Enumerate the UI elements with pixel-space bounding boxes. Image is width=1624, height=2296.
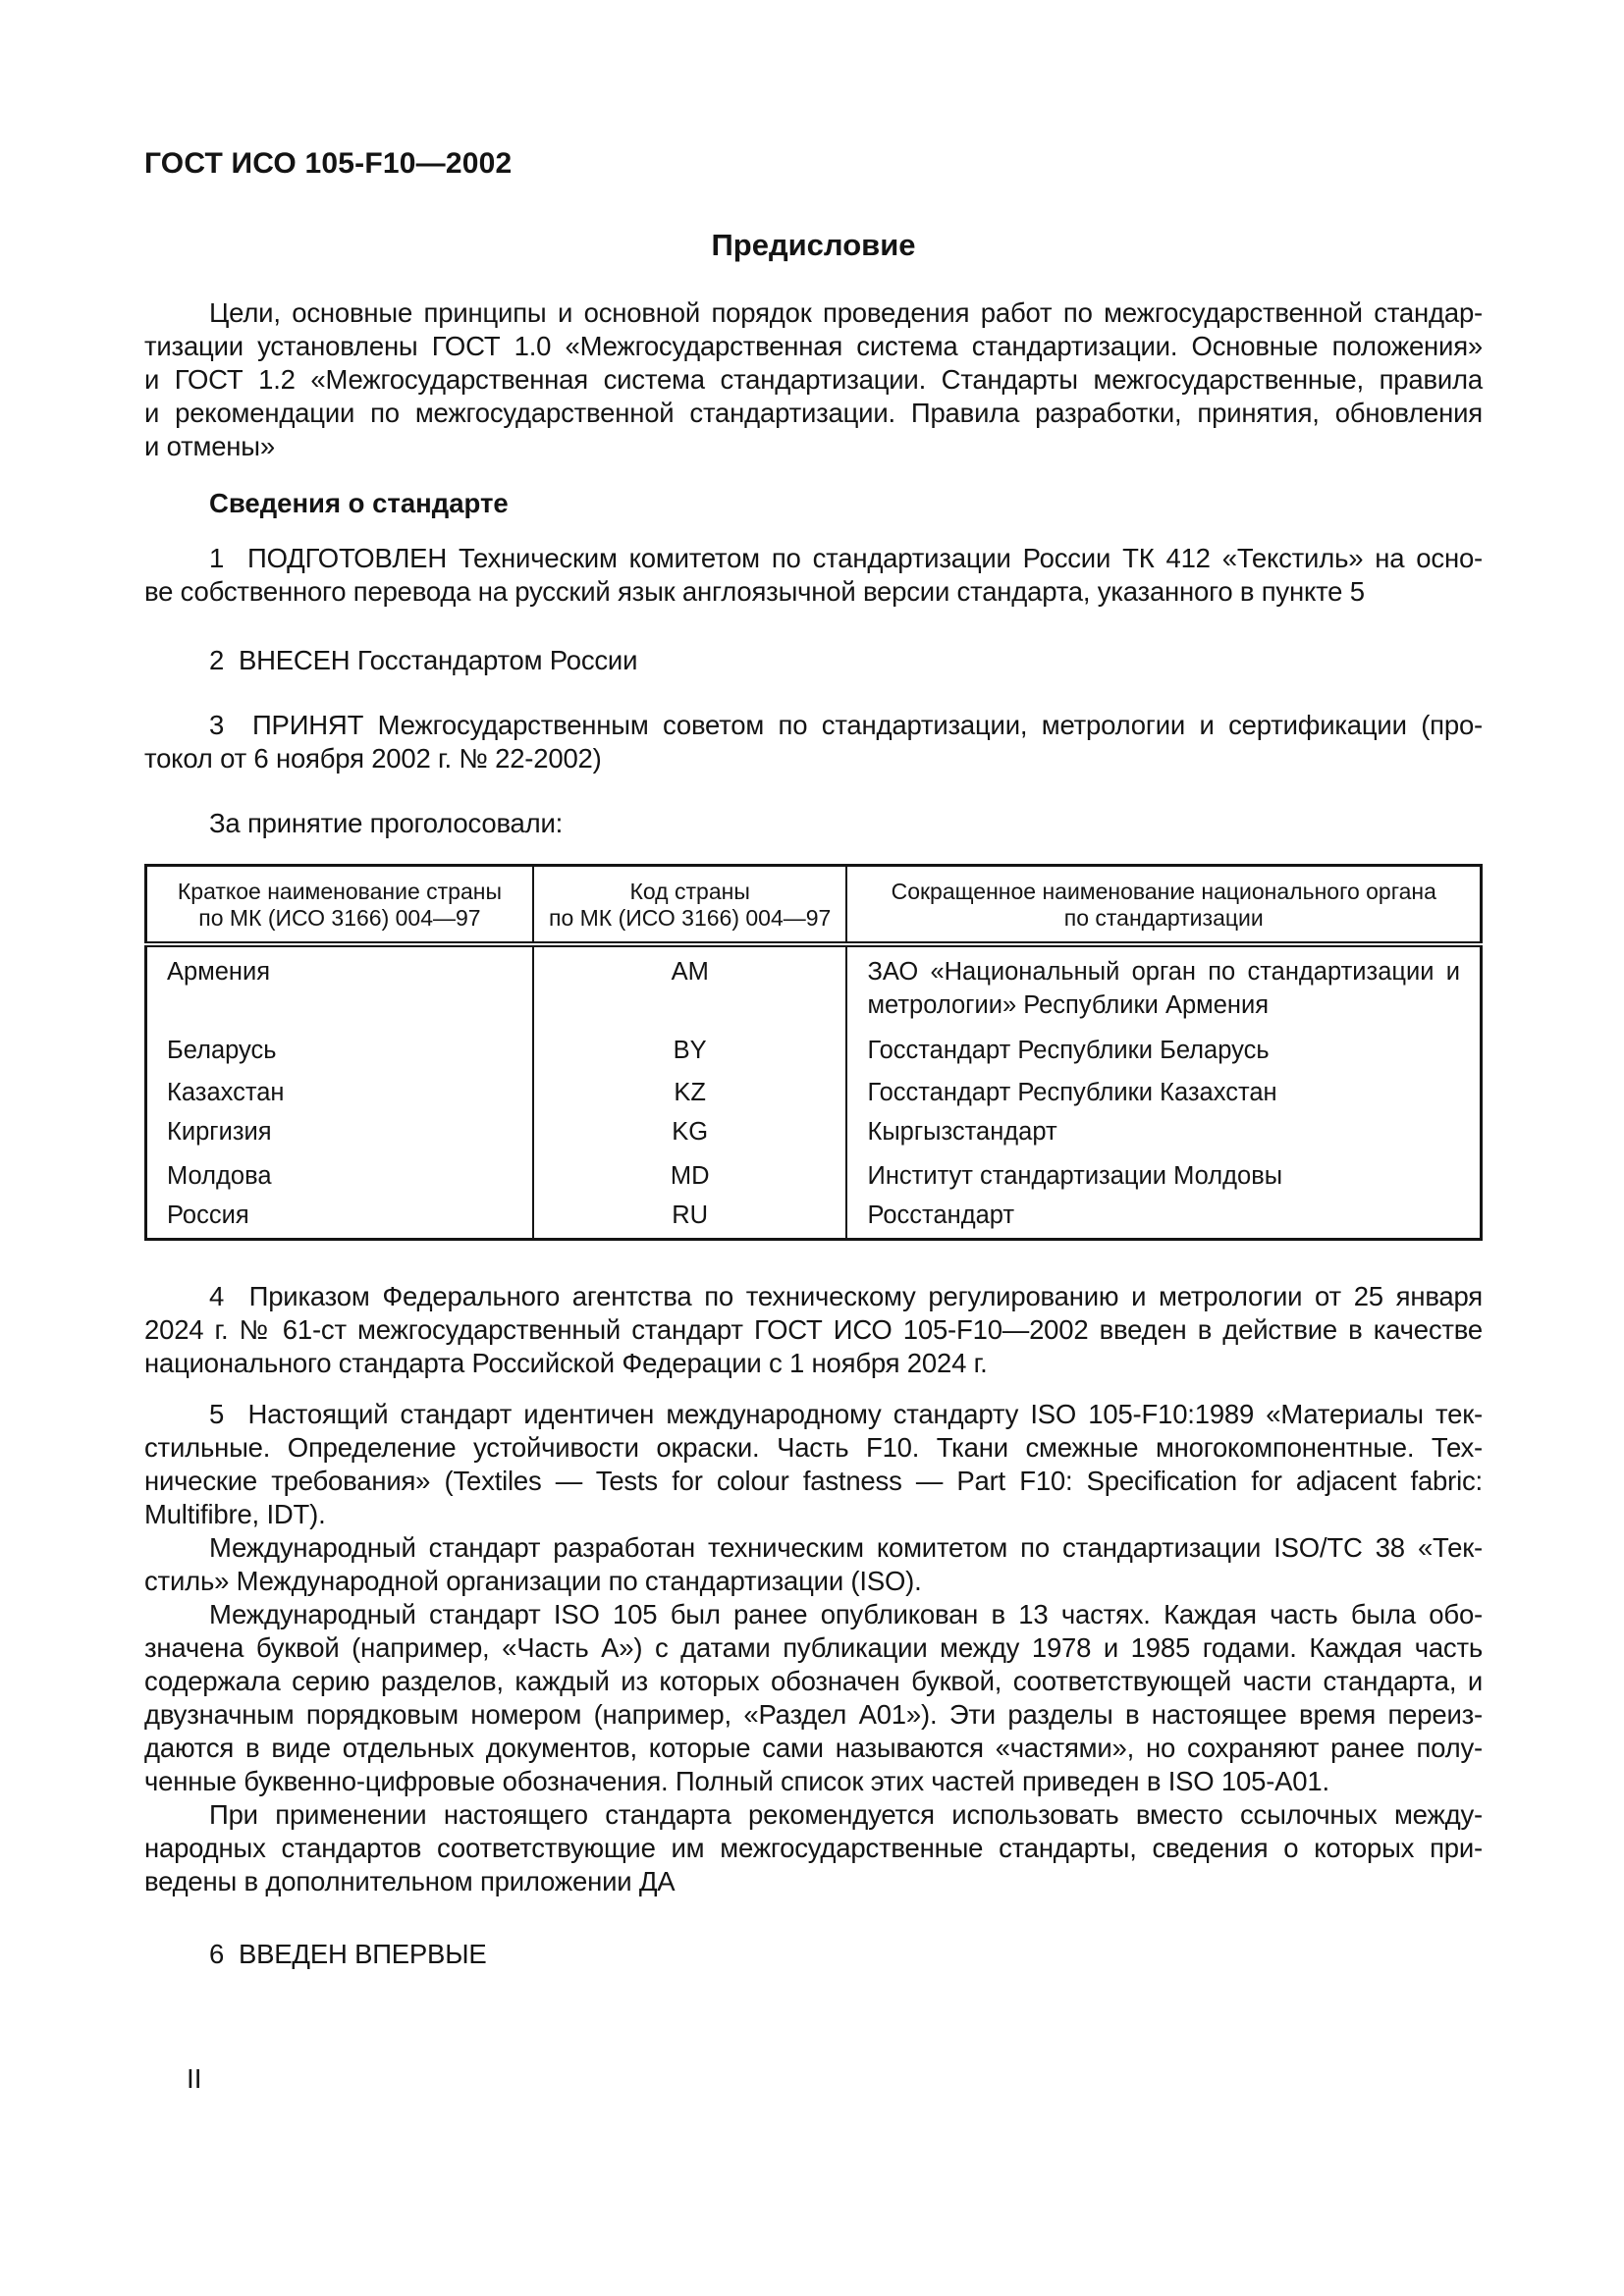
code-cell: MD: [533, 1153, 847, 1196]
org-cell: [846, 1196, 1481, 1240]
text-line: Международный стандарт ISO 105 был ранее опубликован в 13 частях. Каждая часть была обо-: [209, 1599, 1483, 1629]
doc-code: ГОСТ ИСО 105-F10—2002: [144, 147, 513, 180]
org-line: Госстандарт Республики Беларусь: [867, 1037, 1270, 1064]
text-line: токол от 6 ноября 2002 г. № 22-2002): [144, 743, 602, 774]
text-line: двузначным порядковым номером (например, «Раздел А01»). Эти разделы в настоящее время переиз-: [144, 1699, 1483, 1730]
foreword-item-6: [144, 1938, 1483, 1971]
text-line: ве собственного перевода на русский язык англоязычной версии стандарта, указанного в пункте 5: [144, 576, 1365, 607]
foreword-item-1: [144, 542, 1483, 609]
country-cell: Киргизия: [146, 1112, 533, 1153]
text-line: и рекомендации по межгосударственной стандартизации. Правила разработки, принятия, обновления: [144, 398, 1483, 428]
org-line: ЗАО «Национальный орган по стандартизации и: [867, 958, 1460, 986]
table-row: [146, 1196, 1482, 1240]
org-cell: [846, 1112, 1481, 1153]
text-line: и отмены»: [144, 431, 275, 461]
foreword-item-2: [144, 644, 1483, 677]
header-line: по МК (ИСО 3166) 004—97: [549, 905, 832, 931]
text-line: стильные. Определение устойчивости окраски. Часть F10. Ткани смежные многокомпонентные. Тех-: [144, 1432, 1483, 1463]
org-cell: [846, 1153, 1481, 1196]
code-cell: RU: [533, 1196, 847, 1240]
org-cell: [846, 1073, 1481, 1112]
table-row: [146, 1028, 1482, 1073]
header-line: по стандартизации: [1063, 905, 1264, 931]
foreword-item-5-para-3: [144, 1598, 1483, 1798]
text-line: ведены в дополнительном приложении ДА: [144, 1866, 676, 1896]
text-line: и ГОСТ 1.2 «Межгосударственная система стандартизации. Стандарты межгосударственные, правила: [144, 364, 1483, 395]
foreword-item-3: [144, 709, 1483, 775]
foreword-item-5-para-1: [144, 1398, 1483, 1531]
country-cell: Молдова: [146, 1153, 533, 1196]
header-line: по МК (ИСО 3166) 004—97: [198, 905, 481, 931]
foreword-item-4: [144, 1280, 1483, 1380]
page-number: II: [187, 2063, 202, 2094]
table-row: [146, 1073, 1482, 1112]
header-code: [533, 866, 847, 945]
text-line: ченные буквенно-цифровые обозначения. Полный список этих частей приведен в ISO 105-A01.: [144, 1766, 1329, 1796]
text-line: За принятие проголосовали:: [209, 808, 564, 838]
code-cell: KZ: [533, 1073, 847, 1112]
org-line: Госстандарт Республики Казахстан: [867, 1079, 1277, 1106]
vote-table: [144, 864, 1483, 1241]
table-row: [146, 1112, 1482, 1153]
code-cell: AM: [533, 944, 847, 1028]
country-cell: Россия: [146, 1196, 533, 1240]
header-org: [846, 866, 1481, 945]
org-line: Институт стандартизации Молдовы: [867, 1162, 1283, 1190]
org-cell: [846, 944, 1481, 1028]
foreword-item-5-para-2: [144, 1531, 1483, 1598]
country-cell: Беларусь: [146, 1028, 533, 1073]
vote-table-header: [146, 866, 1482, 945]
text-line: Цели, основные принципы и основной порядок проведения работ по межгосударственной стандар-: [209, 297, 1483, 328]
text-line: 4 Приказом Федерального агентства по техническому регулированию и метрологии от 25 января: [209, 1281, 1483, 1311]
page-title: Предисловие: [711, 228, 916, 262]
text-line: 6 ВВЕДЕН ВПЕРВЫЕ: [209, 1939, 487, 1969]
text-line: 1 ПОДГОТОВЛЕН Техническим комитетом по стандартизации России ТК 412 «Текстиль» на осно-: [209, 543, 1483, 573]
country-cell: Армения: [146, 944, 533, 1028]
vote-intro: [144, 807, 1483, 840]
table-row: [146, 1153, 1482, 1196]
org-cell: [846, 1028, 1481, 1073]
intro-paragraph: [144, 296, 1483, 463]
text-line: даются в виде отдельных документов, которые сами называются «частями», но сохраняют ранее полу-: [144, 1733, 1483, 1763]
text-line: 2 ВНЕСЕН Госстандартом России: [209, 645, 638, 675]
header-country: [146, 866, 533, 945]
page-content: [144, 147, 1483, 1971]
text-line: стиль» Международной организации по стандартизации (ISO).: [144, 1566, 922, 1596]
country-cell: Казахстан: [146, 1073, 533, 1112]
code-cell: BY: [533, 1028, 847, 1073]
text-line: нические требования» (Textiles — Tests for colour fastness — Part F10: Specification for adjacent fabric:: [144, 1466, 1483, 1496]
header-line: Краткое наименование страны: [177, 879, 502, 904]
table-row: [146, 944, 1482, 1028]
text-line: тизации установлены ГОСТ 1.0 «Межгосударственная система стандартизации. Основные положения»: [144, 331, 1483, 361]
header-line: Сокращенное наименование национального органа: [891, 879, 1436, 904]
text-line: Multifibre, IDT).: [144, 1499, 326, 1529]
code-cell: KG: [533, 1112, 847, 1153]
text-line: При применении настоящего стандарта рекомендуется использовать вместо ссылочных между-: [209, 1799, 1483, 1830]
standard-info-heading: Сведения о стандарте: [209, 488, 509, 518]
text-line: 5 Настоящий стандарт идентичен международному стандарту ISO 105-F10:1989 «Материалы тек-: [209, 1399, 1483, 1429]
org-line: Росстандарт: [867, 1201, 1015, 1229]
org-line: Кыргызстандарт: [867, 1118, 1057, 1146]
text-line: 3 ПРИНЯТ Межгосударственным советом по стандартизации, метрологии и сертификации (про-: [209, 710, 1483, 740]
header-line: Код страны: [629, 879, 750, 904]
foreword-item-5-para-4: [144, 1798, 1483, 1898]
text-line: содержала серию разделов, каждый из которых обозначен буквой, соответствующей части стандарта, и: [144, 1666, 1483, 1696]
text-line: 2024 г. № 61-ст межгосударственный стандарт ГОСТ ИСО 105-F10—2002 введен в действие в качестве: [144, 1314, 1483, 1345]
text-line: национального стандарта Российской Федерации с 1 ноября 2024 г.: [144, 1348, 988, 1378]
text-line: Международный стандарт разработан техническим комитетом по стандартизации ISO/TC 38 «Тек-: [209, 1532, 1483, 1563]
text-line: значена буквой (например, «Часть А») с датами публикации между 1978 и 1985 годами. Каждая часть: [144, 1632, 1483, 1663]
text-line: народных стандартов соответствующие им межгосударственные стандарты, сведения о которых при-: [144, 1833, 1483, 1863]
org-line: метрологии» Республики Армения: [867, 991, 1270, 1019]
